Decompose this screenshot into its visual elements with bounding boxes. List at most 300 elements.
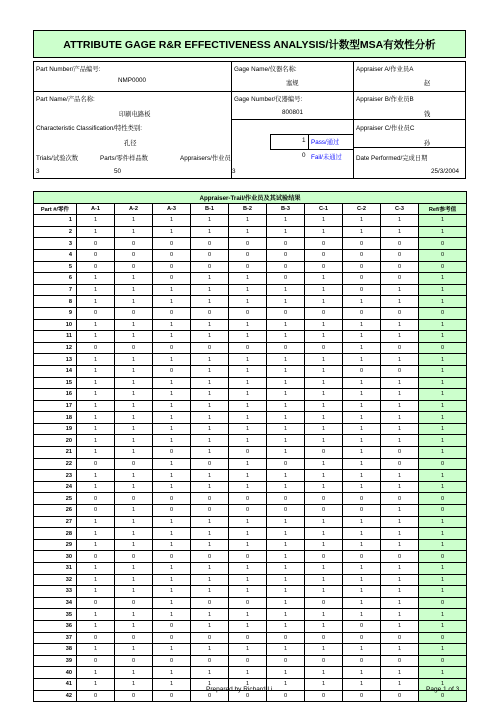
result-cell: 0	[381, 249, 419, 261]
result-cell: 1	[267, 620, 305, 632]
result-cell: 0	[343, 505, 381, 517]
part-number-cell: 29	[34, 539, 77, 551]
result-cell: 0	[229, 261, 267, 273]
result-cell: 0	[191, 632, 229, 644]
result-cell: 1	[77, 296, 115, 308]
result-cell: 0	[267, 493, 305, 505]
pass-code: 1	[302, 137, 306, 144]
result-cell: 1	[229, 412, 267, 424]
part-number-cell: 21	[34, 447, 77, 459]
part-number-cell: 33	[34, 586, 77, 598]
result-cell: 1	[77, 609, 115, 621]
result-cell: 0	[305, 447, 343, 459]
table-row	[34, 516, 467, 528]
result-cell: 0	[343, 284, 381, 296]
result-cell: 0	[305, 505, 343, 517]
result-cell: 1	[267, 412, 305, 424]
result-cell: 1	[267, 644, 305, 656]
column-header: Ref/参考值	[419, 203, 467, 215]
result-cell: 1	[153, 644, 191, 656]
table-row	[34, 481, 467, 493]
part-number-cell: 4	[34, 249, 77, 261]
result-cell: 0	[229, 690, 267, 702]
result-cell: 1	[229, 620, 267, 632]
result-cell: 1	[153, 458, 191, 470]
result-cell: 1	[77, 586, 115, 598]
result-cell: 1	[305, 481, 343, 493]
result-cell: 1	[153, 481, 191, 493]
result-cell: 0	[115, 655, 153, 667]
result-cell: 0	[343, 273, 381, 285]
part-number-cell: 23	[34, 470, 77, 482]
result-cell: 1	[229, 528, 267, 540]
reference-cell: 1	[419, 563, 467, 575]
result-cell: 1	[343, 516, 381, 528]
result-cell: 1	[381, 481, 419, 493]
result-cell: 1	[343, 423, 381, 435]
result-cell: 1	[77, 412, 115, 424]
result-cell: 1	[191, 273, 229, 285]
result-cell: 0	[153, 261, 191, 273]
result-cell: 1	[115, 400, 153, 412]
result-cell: 1	[267, 528, 305, 540]
result-cell: 1	[77, 319, 115, 331]
result-cell: 1	[115, 226, 153, 238]
divider	[270, 149, 353, 150]
result-cell: 1	[267, 400, 305, 412]
result-cell: 1	[153, 331, 191, 343]
date-value: 25/3/2004	[431, 168, 460, 175]
result-cell: 1	[343, 563, 381, 575]
result-cell: 1	[343, 644, 381, 656]
part-number-cell: 18	[34, 412, 77, 424]
result-cell: 1	[229, 458, 267, 470]
result-cell: 0	[191, 551, 229, 563]
result-cell: 1	[229, 563, 267, 575]
result-cell: 1	[381, 389, 419, 401]
result-cell: 0	[77, 551, 115, 563]
table-row	[34, 377, 467, 389]
result-cell: 1	[77, 284, 115, 296]
result-cell: 0	[77, 261, 115, 273]
result-cell: 1	[381, 574, 419, 586]
table-row	[34, 249, 467, 261]
result-cell: 1	[343, 412, 381, 424]
part-number-cell: 38	[34, 644, 77, 656]
result-cell: 1	[267, 215, 305, 227]
result-cell: 0	[191, 261, 229, 273]
result-cell: 1	[381, 620, 419, 632]
result-cell: 1	[267, 563, 305, 575]
result-cell: 1	[381, 319, 419, 331]
result-cell: 1	[381, 470, 419, 482]
column-header: C-1	[305, 203, 343, 215]
table-row	[34, 539, 467, 551]
table-row	[34, 412, 467, 424]
result-cell: 1	[153, 470, 191, 482]
result-cell: 1	[115, 678, 153, 690]
result-cell: 0	[305, 632, 343, 644]
reference-cell: 1	[419, 516, 467, 528]
part-number-cell: 17	[34, 400, 77, 412]
result-cell: 1	[115, 505, 153, 517]
reference-cell: 0	[419, 307, 467, 319]
appraiser-a-value: 赵	[424, 80, 431, 87]
divider	[231, 62, 232, 178]
part-number-cell: 19	[34, 423, 77, 435]
result-cell: 1	[305, 458, 343, 470]
table-row	[34, 307, 467, 319]
reference-cell: 1	[419, 365, 467, 377]
part-number-value: NMP0000	[118, 77, 147, 84]
part-name-value: 印刷电路板	[119, 111, 151, 118]
trials-value: 3	[36, 168, 40, 175]
appraiser-a-label: Appraiser A/作业员A	[356, 66, 414, 73]
result-cell: 1	[381, 331, 419, 343]
result-cell: 1	[267, 226, 305, 238]
result-cell: 1	[381, 609, 419, 621]
result-cell: 0	[381, 273, 419, 285]
result-cell: 1	[381, 678, 419, 690]
table-row	[34, 505, 467, 517]
part-number-cell: 41	[34, 678, 77, 690]
divider	[270, 134, 271, 149]
result-cell: 1	[77, 400, 115, 412]
result-cell: 1	[381, 563, 419, 575]
reference-cell: 1	[419, 644, 467, 656]
result-cell: 1	[305, 528, 343, 540]
part-number-cell: 22	[34, 458, 77, 470]
result-cell: 1	[381, 586, 419, 598]
result-cell: 0	[191, 238, 229, 250]
part-number-cell: 16	[34, 389, 77, 401]
result-cell: 1	[381, 516, 419, 528]
column-header: Part #/零件	[34, 203, 77, 215]
result-cell: 0	[381, 493, 419, 505]
result-cell: 1	[153, 400, 191, 412]
result-cell: 1	[267, 609, 305, 621]
result-cell: 1	[381, 215, 419, 227]
table-row	[34, 354, 467, 366]
reference-cell: 1	[419, 447, 467, 459]
result-cell: 1	[153, 516, 191, 528]
result-cell: 0	[153, 632, 191, 644]
fail-legend: Fail/未通过	[311, 154, 342, 161]
result-cell: 0	[115, 261, 153, 273]
reference-cell: 1	[419, 400, 467, 412]
result-cell: 1	[191, 400, 229, 412]
result-cell: 0	[343, 632, 381, 644]
result-cell: 0	[305, 655, 343, 667]
result-cell: 1	[77, 470, 115, 482]
result-cell: 1	[381, 412, 419, 424]
result-cell: 0	[153, 249, 191, 261]
result-cell: 1	[381, 435, 419, 447]
result-cell: 1	[305, 574, 343, 586]
result-cell: 1	[305, 400, 343, 412]
result-cell: 1	[77, 620, 115, 632]
result-cell: 1	[115, 435, 153, 447]
result-cell: 1	[115, 284, 153, 296]
table-row	[34, 528, 467, 540]
result-cell: 1	[229, 539, 267, 551]
result-cell: 1	[153, 296, 191, 308]
result-cell: 1	[191, 447, 229, 459]
result-cell: 0	[229, 655, 267, 667]
result-cell: 1	[267, 667, 305, 679]
gage-number-label: Gage Number/仪器编号:	[234, 96, 303, 103]
reference-cell: 1	[419, 435, 467, 447]
reference-cell: 1	[419, 331, 467, 343]
result-cell: 1	[381, 296, 419, 308]
table-row	[34, 470, 467, 482]
result-cell: 1	[77, 516, 115, 528]
result-cell: 1	[191, 377, 229, 389]
result-cell: 0	[305, 342, 343, 354]
result-cell: 0	[115, 307, 153, 319]
result-cell: 1	[77, 226, 115, 238]
result-cell: 1	[343, 354, 381, 366]
result-cell: 1	[77, 273, 115, 285]
result-cell: 1	[115, 447, 153, 459]
reference-cell: 1	[419, 296, 467, 308]
result-cell: 1	[267, 296, 305, 308]
part-number-cell: 24	[34, 481, 77, 493]
result-cell: 1	[115, 586, 153, 598]
result-cell: 1	[153, 412, 191, 424]
result-cell: 1	[191, 516, 229, 528]
result-cell: 1	[305, 331, 343, 343]
column-header: A-3	[153, 203, 191, 215]
result-cell: 0	[343, 551, 381, 563]
part-number-cell: 36	[34, 620, 77, 632]
result-cell: 0	[115, 493, 153, 505]
result-cell: 0	[77, 690, 115, 702]
result-cell: 0	[343, 249, 381, 261]
result-cell: 1	[343, 331, 381, 343]
reference-cell: 0	[419, 597, 467, 609]
result-cell: 0	[153, 505, 191, 517]
gage-name-value: 塞规	[286, 80, 299, 87]
result-cell: 1	[115, 296, 153, 308]
result-cell: 1	[305, 620, 343, 632]
column-header: B-3	[267, 203, 305, 215]
appraisers-label: Appraisers/作业员	[180, 155, 231, 162]
result-cell: 0	[115, 551, 153, 563]
result-cell: 0	[343, 620, 381, 632]
result-cell: 1	[229, 609, 267, 621]
result-cell: 0	[191, 249, 229, 261]
reference-cell: 0	[419, 238, 467, 250]
result-cell: 1	[115, 423, 153, 435]
result-cell: 0	[153, 273, 191, 285]
result-cell: 1	[305, 354, 343, 366]
result-cell: 1	[343, 597, 381, 609]
table-row	[34, 319, 467, 331]
result-cell: 0	[343, 238, 381, 250]
result-cell: 0	[305, 493, 343, 505]
result-cell: 1	[229, 215, 267, 227]
result-cell: 0	[267, 238, 305, 250]
column-header: B-2	[229, 203, 267, 215]
result-cell: 0	[115, 238, 153, 250]
result-cell: 0	[343, 261, 381, 273]
reference-cell: 0	[419, 493, 467, 505]
result-cell: 1	[153, 609, 191, 621]
part-number-cell: 39	[34, 655, 77, 667]
reference-cell: 1	[419, 412, 467, 424]
result-cell: 1	[343, 609, 381, 621]
part-number-cell: 10	[34, 319, 77, 331]
result-cell: 0	[77, 307, 115, 319]
part-number-cell: 30	[34, 551, 77, 563]
result-cell: 1	[267, 516, 305, 528]
reference-cell: 1	[419, 354, 467, 366]
result-cell: 1	[343, 400, 381, 412]
result-cell: 0	[381, 261, 419, 273]
part-number-cell: 25	[34, 493, 77, 505]
table-row	[34, 365, 467, 377]
result-cell: 1	[153, 319, 191, 331]
result-cell: 0	[229, 505, 267, 517]
result-cell: 0	[343, 493, 381, 505]
result-cell: 1	[153, 678, 191, 690]
result-cell: 0	[77, 342, 115, 354]
result-cell: 1	[267, 539, 305, 551]
part-name-label: Part Name/产品名称:	[36, 96, 95, 103]
result-cell: 0	[229, 249, 267, 261]
result-cell: 1	[115, 412, 153, 424]
table-row	[34, 215, 467, 227]
part-number-cell: 9	[34, 307, 77, 319]
result-cell: 1	[381, 539, 419, 551]
result-cell: 1	[381, 644, 419, 656]
gage-name-label: Gage Name/仪器名称:	[234, 66, 297, 73]
result-cell: 0	[229, 447, 267, 459]
result-cell: 0	[115, 597, 153, 609]
appraiser-b-label: Appraiser B/作业员B	[356, 96, 414, 103]
reference-cell: 1	[419, 481, 467, 493]
result-cell: 0	[191, 307, 229, 319]
result-cell: 0	[229, 238, 267, 250]
result-cell: 1	[305, 516, 343, 528]
result-cell: 1	[191, 389, 229, 401]
table-row	[34, 620, 467, 632]
result-cell: 1	[191, 284, 229, 296]
result-cell: 1	[229, 644, 267, 656]
result-cell: 1	[305, 296, 343, 308]
result-cell: 1	[305, 470, 343, 482]
result-cell: 1	[77, 354, 115, 366]
result-cell: 1	[267, 365, 305, 377]
table-row	[34, 400, 467, 412]
header-block	[33, 61, 466, 179]
column-header: A-2	[115, 203, 153, 215]
result-cell: 1	[153, 389, 191, 401]
divider	[308, 134, 309, 149]
result-cell: 1	[77, 389, 115, 401]
result-cell: 0	[115, 690, 153, 702]
result-cell: 1	[191, 226, 229, 238]
result-cell: 0	[267, 307, 305, 319]
result-cell: 1	[305, 667, 343, 679]
result-cell: 0	[153, 620, 191, 632]
reference-cell: 1	[419, 377, 467, 389]
part-number-cell: 40	[34, 667, 77, 679]
result-cell: 1	[77, 678, 115, 690]
result-cell: 0	[153, 493, 191, 505]
result-cell: 0	[77, 458, 115, 470]
result-cell: 1	[115, 365, 153, 377]
result-cell: 1	[305, 563, 343, 575]
reference-cell: 0	[419, 505, 467, 517]
result-cell: 1	[381, 284, 419, 296]
result-cell: 1	[115, 609, 153, 621]
part-number-cell: 32	[34, 574, 77, 586]
result-cell: 0	[381, 238, 419, 250]
divider	[353, 62, 354, 178]
result-cell: 1	[305, 539, 343, 551]
reference-cell: 1	[419, 470, 467, 482]
result-cell: 0	[153, 690, 191, 702]
result-cell: 1	[115, 319, 153, 331]
result-cell: 1	[229, 470, 267, 482]
result-cell: 1	[267, 447, 305, 459]
result-cell: 1	[305, 644, 343, 656]
result-cell: 1	[229, 377, 267, 389]
results-table	[33, 191, 467, 702]
result-cell: 0	[115, 249, 153, 261]
result-cell: 1	[267, 481, 305, 493]
reference-cell: 1	[419, 215, 467, 227]
table-row	[34, 597, 467, 609]
result-cell: 0	[191, 655, 229, 667]
result-cell: 1	[381, 354, 419, 366]
result-cell: 1	[229, 273, 267, 285]
result-cell: 1	[343, 215, 381, 227]
table-row	[34, 609, 467, 621]
reference-cell: 1	[419, 423, 467, 435]
part-number-cell: 27	[34, 516, 77, 528]
result-cell: 0	[153, 307, 191, 319]
result-cell: 0	[153, 238, 191, 250]
result-cell: 0	[343, 690, 381, 702]
table-row	[34, 447, 467, 459]
result-cell: 1	[305, 412, 343, 424]
result-cell: 0	[229, 342, 267, 354]
result-cell: 1	[305, 319, 343, 331]
divider	[34, 91, 465, 92]
reference-cell: 1	[419, 586, 467, 598]
table-row	[34, 273, 467, 285]
result-cell: 1	[343, 342, 381, 354]
result-cell: 1	[229, 365, 267, 377]
result-cell: 0	[229, 307, 267, 319]
result-cell: 0	[191, 597, 229, 609]
result-cell: 0	[343, 365, 381, 377]
appraiser-c-value: 孙	[424, 140, 431, 147]
result-cell: 1	[381, 423, 419, 435]
result-cell: 1	[77, 481, 115, 493]
result-cell: 1	[191, 539, 229, 551]
result-cell: 1	[115, 481, 153, 493]
part-number-cell: 5	[34, 261, 77, 273]
result-cell: 1	[153, 574, 191, 586]
result-cell: 1	[153, 586, 191, 598]
result-cell: 1	[343, 481, 381, 493]
result-cell: 1	[229, 296, 267, 308]
result-cell: 1	[77, 435, 115, 447]
